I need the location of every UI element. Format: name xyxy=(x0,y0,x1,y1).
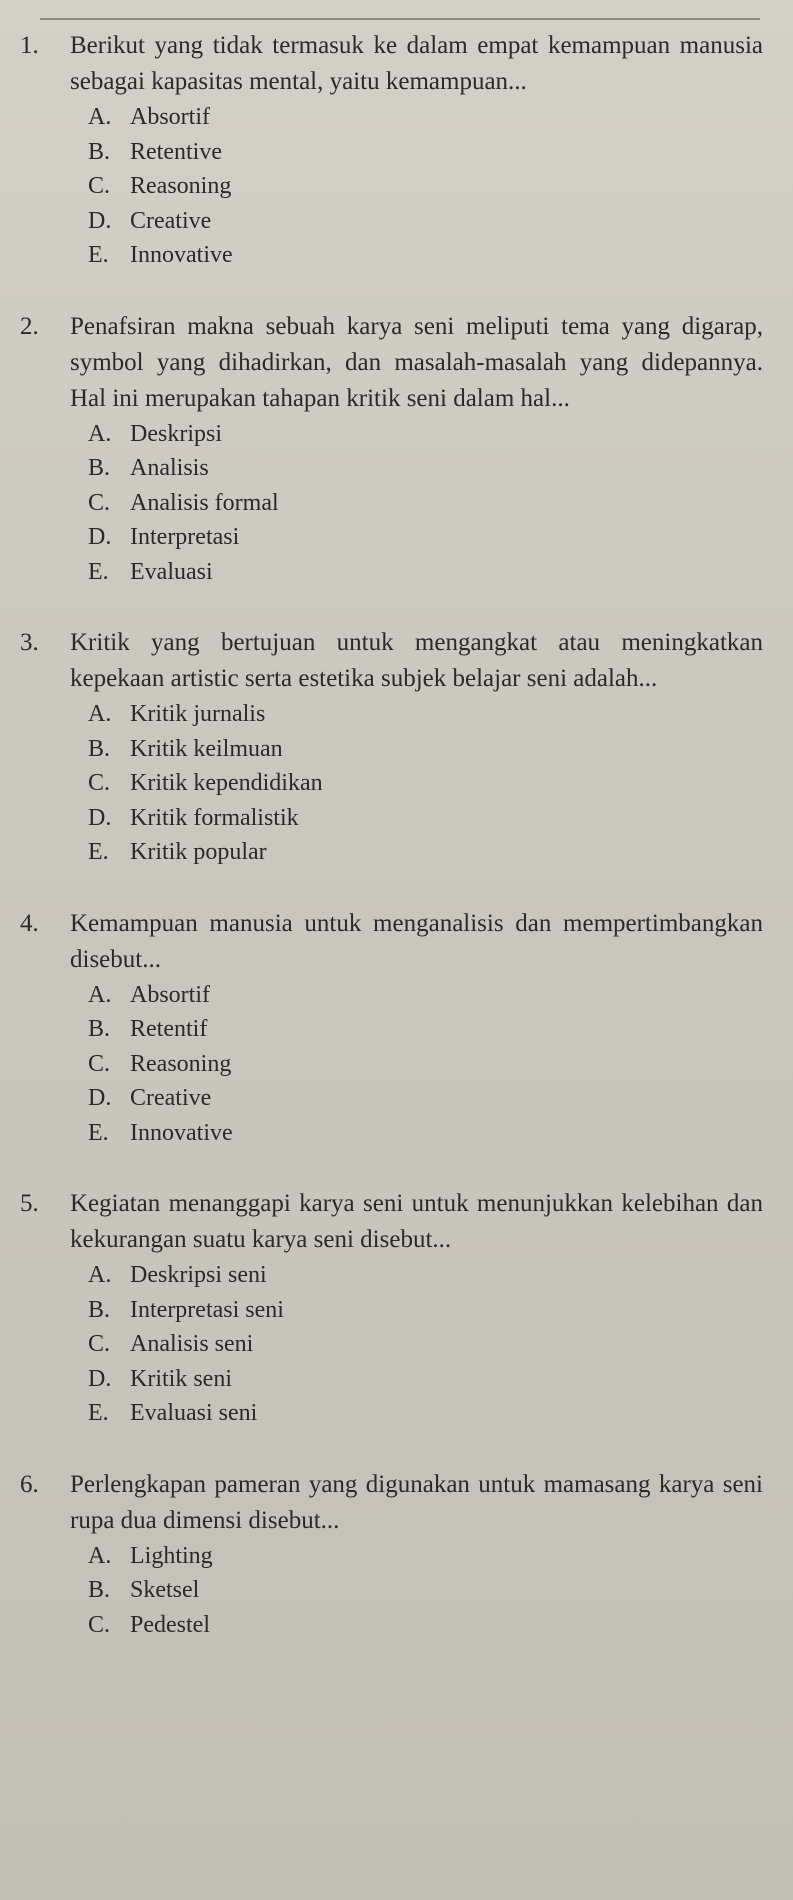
question-1 xyxy=(20,28,763,273)
answer-option xyxy=(88,1362,763,1397)
option-letter: C. xyxy=(88,770,111,796)
option-text: Evaluasi xyxy=(130,558,213,585)
question-6 xyxy=(20,1467,763,1643)
option-letter: A. xyxy=(88,701,112,727)
question-stem xyxy=(20,1186,763,1258)
answer-option xyxy=(88,801,763,836)
option-text: Kritik keilmuan xyxy=(130,735,283,762)
option-text: Analisis seni xyxy=(130,1331,254,1357)
answer-option xyxy=(88,835,763,870)
question-number: 4. xyxy=(20,909,39,937)
option-letter: B. xyxy=(88,1296,111,1323)
option-text: Reasoning xyxy=(130,1050,232,1077)
answer-option xyxy=(88,1293,763,1328)
answer-option xyxy=(88,1081,763,1116)
option-letter: A. xyxy=(88,104,112,130)
answer-option xyxy=(88,732,763,767)
option-text: Kritik kependidikan xyxy=(130,770,323,796)
option-letter: B. xyxy=(88,1016,111,1042)
option-letter: D. xyxy=(88,804,112,831)
answer-option xyxy=(88,520,763,555)
answer-option xyxy=(88,555,763,590)
answer-option xyxy=(88,1327,763,1362)
option-text: Sketsel xyxy=(130,1577,200,1603)
option-text: Creative xyxy=(130,1085,212,1111)
option-text: Pedestel xyxy=(130,1611,210,1638)
option-letter: E. xyxy=(88,1400,109,1426)
answer-option xyxy=(88,1012,763,1047)
option-letter: D. xyxy=(88,207,112,234)
option-text: Retentive xyxy=(130,138,222,165)
question-stem xyxy=(20,309,763,417)
question-text: Kritik yang bertujuan untuk mengangkat atau meningkatkan kepekaan artistic serta estetika subjek belajar seni adalah... xyxy=(70,629,763,692)
question-number: 5. xyxy=(20,1190,39,1217)
answer-option xyxy=(88,100,763,135)
option-text: Absortif xyxy=(130,104,210,130)
question-text: Kegiatan menanggapi karya seni untuk menunjukkan kelebihan dan kekurangan suatu karya seni disebut... xyxy=(70,1190,763,1253)
option-letter: B. xyxy=(88,735,111,762)
question-text: Berikut yang tidak termasuk ke dalam empat kemampuan manusia sebagai kapasitas mental, yaitu kemampuan... xyxy=(70,32,763,95)
option-letter: E. xyxy=(88,839,109,865)
answer-option xyxy=(88,1396,763,1431)
answer-option xyxy=(88,1539,763,1574)
option-letter: D. xyxy=(88,524,112,550)
answer-options xyxy=(88,1539,763,1643)
question-number: 6. xyxy=(20,1470,39,1498)
question-3 xyxy=(20,625,763,870)
question-stem xyxy=(20,1467,763,1539)
question-number: 2. xyxy=(20,312,39,340)
answer-option xyxy=(88,697,763,732)
option-letter: A. xyxy=(88,981,112,1008)
option-letter: B. xyxy=(88,455,111,481)
question-4 xyxy=(20,906,763,1151)
option-text: Kritik popular xyxy=(130,839,267,865)
option-letter: D. xyxy=(88,1365,112,1392)
answer-option xyxy=(88,238,763,273)
question-text: Kemampuan manusia untuk menganalisis dan mempertimbangkan disebut... xyxy=(70,909,763,973)
answer-options xyxy=(88,417,763,590)
option-text: Deskripsi seni xyxy=(130,1262,267,1288)
option-text: Reasoning xyxy=(130,173,232,199)
question-number: 3. xyxy=(20,629,39,656)
answer-option xyxy=(88,169,763,204)
option-text: Innovative xyxy=(130,1119,233,1146)
option-letter: E. xyxy=(88,558,109,585)
option-text: Deskripsi xyxy=(130,420,222,447)
option-letter: C. xyxy=(88,173,111,199)
option-letter: C. xyxy=(88,1331,111,1357)
option-text: Retentif xyxy=(130,1016,208,1042)
answer-option xyxy=(88,766,763,801)
answer-options xyxy=(88,100,763,273)
answer-option xyxy=(88,451,763,486)
question-number: 1. xyxy=(20,32,39,59)
question-stem xyxy=(20,625,763,697)
option-text: Analisis xyxy=(130,455,209,481)
answer-option xyxy=(88,978,763,1013)
option-text: Interpretasi seni xyxy=(130,1296,284,1323)
option-letter: A. xyxy=(88,1262,112,1288)
option-text: Evaluasi seni xyxy=(130,1400,258,1426)
option-text: Kritik jurnalis xyxy=(130,701,266,727)
option-text: Creative xyxy=(130,207,212,234)
option-text: Analisis formal xyxy=(130,489,279,516)
question-stem xyxy=(20,28,763,100)
option-letter: C. xyxy=(88,489,111,516)
answer-option xyxy=(88,204,763,239)
answer-option xyxy=(88,1116,763,1151)
option-letter: A. xyxy=(88,1542,112,1569)
answer-option xyxy=(88,1573,763,1608)
answer-option xyxy=(88,135,763,170)
option-letter: C. xyxy=(88,1611,111,1638)
option-text: Absortif xyxy=(130,981,210,1008)
option-letter: B. xyxy=(88,1577,111,1603)
answer-options xyxy=(88,978,763,1151)
option-text: Interpretasi xyxy=(130,524,240,550)
question-2 xyxy=(20,309,763,590)
question-text: Perlengkapan pameran yang digunakan untuk mamasang karya seni rupa dua dimensi disebut... xyxy=(70,1470,763,1534)
option-letter: A. xyxy=(88,420,112,447)
answer-option xyxy=(88,486,763,521)
question-list xyxy=(20,28,763,1642)
option-letter: E. xyxy=(88,1119,109,1146)
answer-option xyxy=(88,1258,763,1293)
option-text: Kritik seni xyxy=(130,1365,232,1392)
answer-option xyxy=(88,1608,763,1643)
option-letter: E. xyxy=(88,242,109,268)
answer-options xyxy=(88,697,763,870)
answer-option xyxy=(88,1047,763,1082)
page-edge-line xyxy=(40,18,760,20)
answer-options xyxy=(88,1258,763,1431)
option-text: Lighting xyxy=(130,1542,213,1569)
question-text: Penafsiran makna sebuah karya seni meliputi tema yang digarap, symbol yang dihadirkan, dan masalah-masalah yang didepannya. Hal ini merupakan tahapan kritik seni dalam hal... xyxy=(70,312,763,412)
option-letter: C. xyxy=(88,1050,111,1077)
question-5 xyxy=(20,1186,763,1431)
option-letter: B. xyxy=(88,138,111,165)
answer-option xyxy=(88,417,763,452)
option-text: Innovative xyxy=(130,242,233,268)
option-text: Kritik formalistik xyxy=(130,804,299,831)
question-stem xyxy=(20,906,763,978)
option-letter: D. xyxy=(88,1085,112,1111)
